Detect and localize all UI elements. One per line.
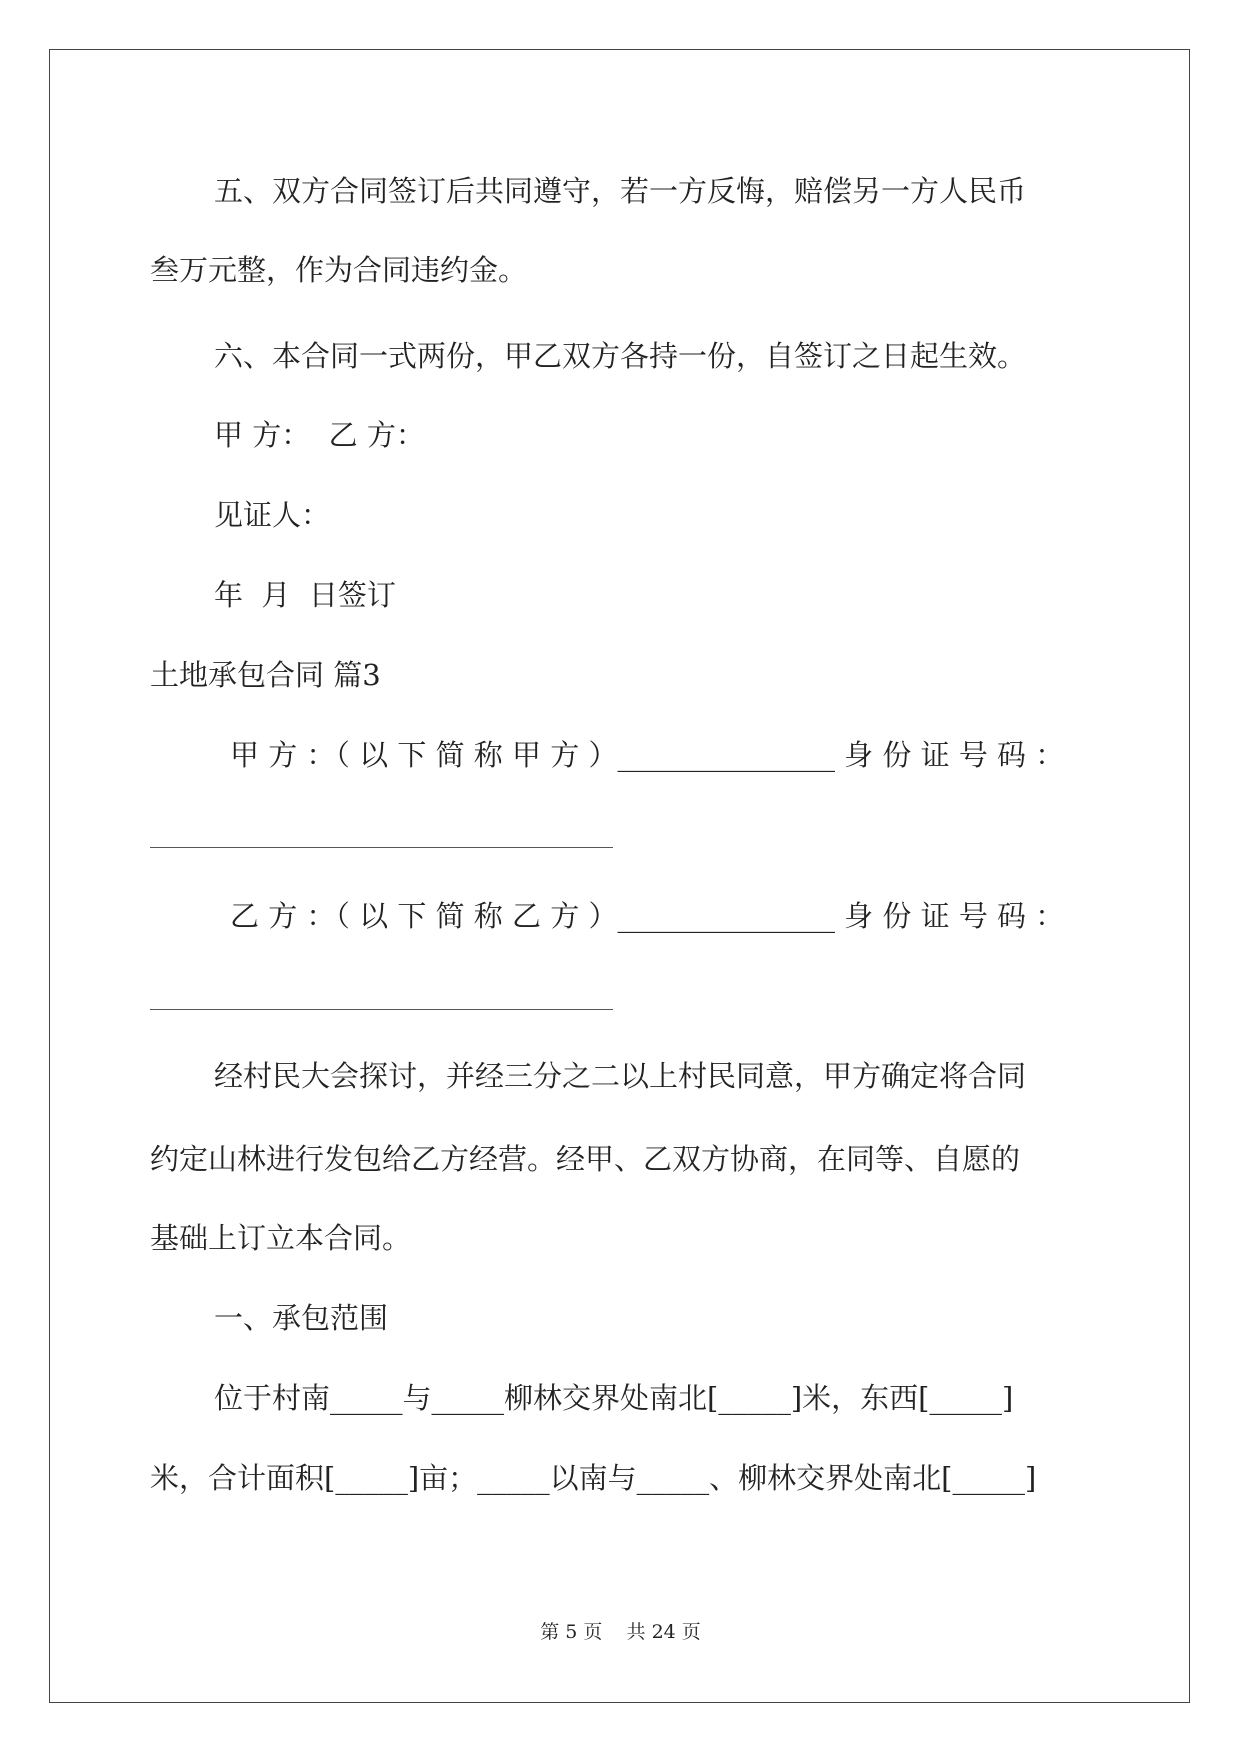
clause-6: 六、本合同一式两份，甲乙双方各持一份，自签订之日起生效。 bbox=[214, 339, 1027, 373]
party-a-line: 甲 方 ：（ 以 下 简 称 甲 方 ）_______________ 身 份 证 号 码 ： bbox=[230, 738, 1065, 772]
witness-line: 见证人： bbox=[214, 498, 331, 532]
page-border bbox=[49, 49, 1190, 1703]
preamble-line-2: 约定山林进行发包给乙方经营。经甲、乙双方协商，在同等、自愿的 bbox=[150, 1142, 1021, 1176]
party-b-line: 乙 方 ：（ 以 下 简 称 乙 方 ）_______________ 身 份 证 号 码 ： bbox=[230, 899, 1065, 933]
section-title: 土地承包合同 篇3 bbox=[150, 658, 381, 692]
party-b-id-blank bbox=[150, 1009, 613, 1010]
clause-1-line-2: 米，合计面积[_____]亩；_____以南与_____、柳林交界处南北[_____] bbox=[150, 1461, 1037, 1495]
clause-5-line-2: 叁万元整，作为合同违约金。 bbox=[150, 253, 528, 287]
clause-5-line-1: 五、双方合同签订后共同遵守，若一方反悔，赔偿另一方人民币 bbox=[214, 174, 1027, 208]
clause-1-line-1: 位于村南_____与_____柳林交界处南北[_____]米，东西[_____] bbox=[214, 1381, 1014, 1415]
party-signature-line: 甲 方： 乙 方： bbox=[214, 418, 425, 452]
clause-1-heading: 一、承包范围 bbox=[214, 1301, 389, 1335]
party-a-id-blank bbox=[150, 847, 613, 848]
preamble-line-1: 经村民大会探讨，并经三分之二以上村民同意，甲方确定将合同 bbox=[214, 1059, 1027, 1093]
date-signed-line: 年 月 日签订 bbox=[214, 578, 396, 612]
page-footer: 第 5 页 共 24 页 bbox=[540, 1621, 701, 1643]
preamble-line-3: 基础上订立本合同。 bbox=[150, 1221, 412, 1255]
